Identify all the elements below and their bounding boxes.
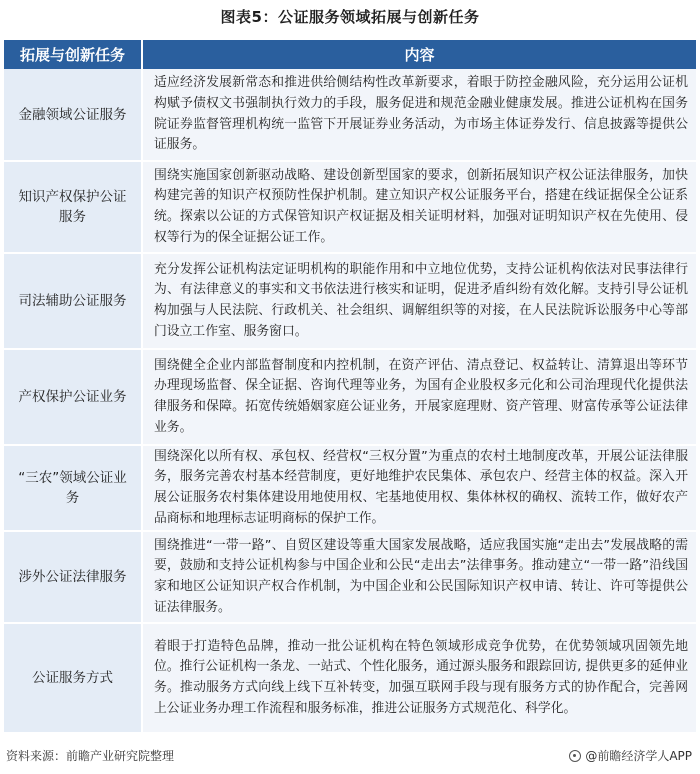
task-cell [4, 161, 142, 253]
task-label: 知识产权保护公证服务 [18, 189, 127, 225]
task-label: 司法辅助公证服务 [18, 293, 127, 309]
task-cell [4, 253, 142, 349]
task-label: “三农”领域公证业务 [18, 470, 127, 506]
brand-credit [569, 747, 692, 764]
task-cell [4, 349, 142, 445]
table-row [4, 349, 696, 445]
table-row [4, 253, 696, 349]
task-cell [4, 531, 142, 623]
table-row [4, 445, 696, 531]
task-label: 产权保护公证业务 [18, 389, 127, 405]
table-row [4, 531, 696, 623]
task-cell [4, 623, 142, 733]
task-table [4, 40, 696, 734]
task-label: 金融领域公证服务 [18, 106, 127, 123]
content-cell: 着眼于打造特色品牌，推动一批公证机构在特色领域形成竞争优势，在优势领域巩固领先地位。推行公证机构一条龙、一站式、个性化服务，通过源头服务和跟踪回访, 提供更多的延伸业务。推动服务方式向线上线下互补转变，加强互联网手段与现有服务方式的协作配合，完善网上公证业务办理工作流程和服务标准，推进公证服务方式规范化、科学化。 [142, 623, 696, 733]
source-note: 资料来源：前瞻产业研究院整理 [6, 749, 175, 763]
header-task: 拓展与创新任务 [4, 40, 142, 69]
task-cell [4, 69, 142, 161]
table-row [4, 623, 696, 733]
task-label: 涉外公证法律服务 [18, 569, 127, 585]
brand-text: @前瞻经济学人APP [585, 749, 692, 763]
content-cell: 围绕健全企业内部监督制度和内控机制，在资产评估、清点登记、权益转让、清算退出等环节办理现场监督、保全证据、咨询代理等业务，为国有企业股权多元化和公司治理现代化提供法律服务和保障。拓宽传统婚姻家庭公证业务，开展家庭理财、资产管理、财富传承等公证法律业务。 [142, 349, 696, 445]
header-content: 内容 [142, 40, 696, 69]
task-cell [4, 445, 142, 531]
content-cell: 围绕实施国家创新驱动战略、建设创新型国家的要求，创新拓展知识产权公证法律服务，加快构建完善的知识产权预防性保护机制。建立知识产权公证服务平台，搭建在线证据保全公证系统。探索以公证的方式保管知识产权证据及相关证明材料，加强对证明知识产权在先使用、侵权等行为的保全证据公证工作。 [142, 161, 696, 253]
page-title: 图表5：公证服务领域拓展与创新任务 [220, 8, 480, 26]
content-cell: 充分发挥公证机构法定证明机构的职能作用和中立地位优势，支持公证机构依法对民事法律行为、有法律意义的事实和文书依法进行核实和证明，促进矛盾纠纷有效化解。支持引导公证机构加强与人民法院、行政机关、社会组织、调解组织等的对接，在人民法院诉讼服务中心等部门设立工作室、服务窗口。 [142, 253, 696, 349]
brand-logo-icon [569, 750, 581, 762]
content-cell: 适应经济发展新常态和推进供给侧结构性改革新要求，着眼于防控金融风险，充分运用公证机构赋予债权文书强制执行效力的手段，服务促进和规范金融业健康发展。推进公证机构在国务院证券监督管理机构统一监管下开展证券业务活动，为市场主体证券发行、信息披露等提供公证服务。 [142, 69, 696, 161]
table-header-row [4, 40, 696, 69]
table-row [4, 69, 696, 161]
content-cell: 围绕深化以所有权、承包权、经营权“三权分置”为重点的农村土地制度改革，开展公证法律服务，服务完善农村基本经营制度，更好地维护农民集体、承包农户、经营主体的权益。深入开展公证服务农村集体建设用地使用权、宅基地使用权、集体林权的确权、流转工作，做好农产品商标和地理标志证明商标的保护工作。 [142, 445, 696, 531]
content-cell: 围绕推进“一带一路”、自贸区建设等重大国家发展战略，适应我国实施“走出去”发展战略的需要，鼓励和支持公证机构参与中国企业和公民“走出去”法律事务。推动建立“一带一路”沿线国家和地区公证知识产权合作机制，为中国企业和公民国际知识产权申请、转让、许可等提供公证法律服务。 [142, 531, 696, 623]
table-row [4, 161, 696, 253]
task-label: 公证服务方式 [32, 670, 113, 686]
